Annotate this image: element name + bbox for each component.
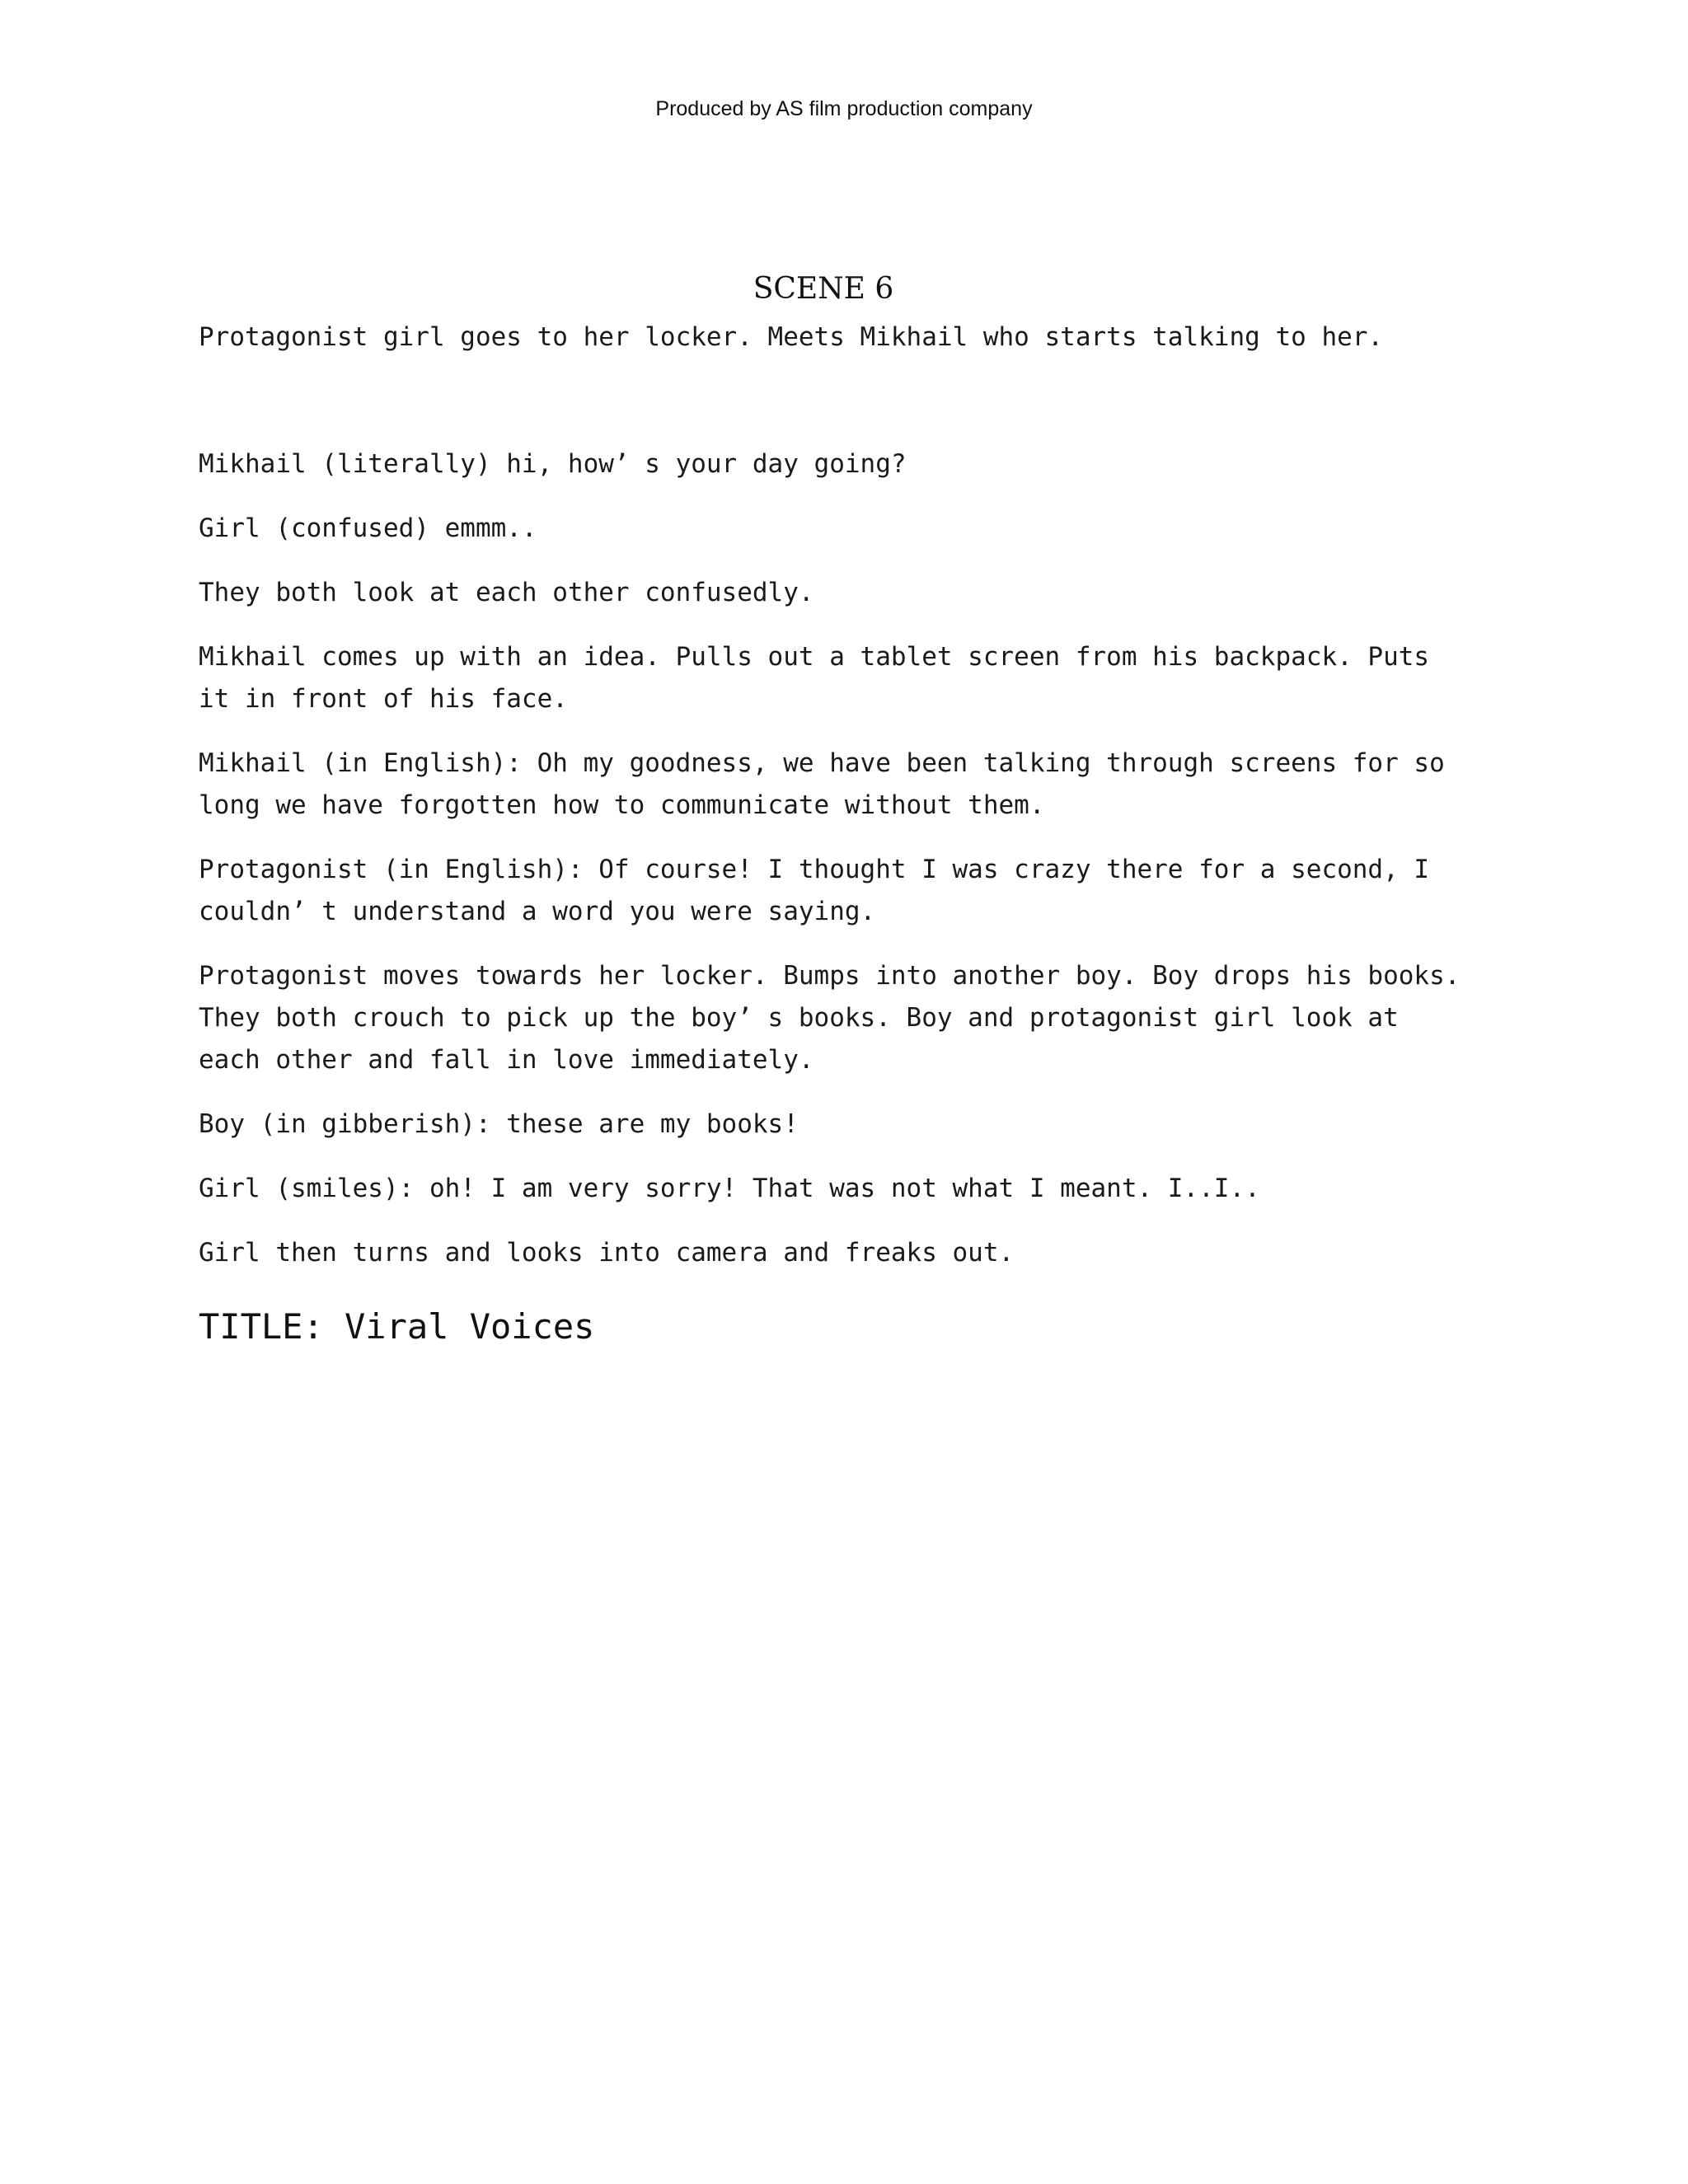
- dialogue-line: Girl (confused) emmm..: [199, 513, 537, 543]
- scene-heading: SCENE 6: [753, 272, 894, 306]
- action-line: Protagonist moves towards her locker. Bumps into another boy. Boy drops his books. They both crouch to pick up the boy’ s books. Boy and protagonist girl look at each other and fall in love immediately.: [199, 961, 1461, 1075]
- dialogue-line: Mikhail (in English): Oh my goodness, we have been talking through screens for so long we have forgotten how to communicate without them.: [199, 748, 1445, 820]
- scene-action-intro: Protagonist girl goes to her locker. Meets Mikhail who starts talking to her.: [199, 322, 1384, 352]
- dialogue-line: Protagonist (in English): Of course! I thought I was crazy there for a second, I couldn’ t understand a word you were saying.: [199, 855, 1430, 926]
- action-line: They both look at each other confusedly.: [199, 578, 814, 607]
- script-body: [199, 265, 1468, 1352]
- dialogue-line: Mikhail (literally) hi, how’ s your day going?: [199, 449, 907, 479]
- dialogue-line: Girl (smiles): oh! I am very sorry! That was not what I meant. I..I..: [199, 1174, 1260, 1203]
- title-card: TITLE: Viral Voices: [199, 1306, 595, 1347]
- page-header-producer: Produced by AS film production company: [655, 97, 1033, 120]
- action-line: Mikhail comes up with an idea. Pulls out a tablet screen from his backpack. Puts it in front of his face.: [199, 642, 1430, 714]
- action-line: Girl then turns and looks into camera and freaks out.: [199, 1238, 1015, 1268]
- dialogue-line: Boy (in gibberish): these are my books!: [199, 1109, 799, 1139]
